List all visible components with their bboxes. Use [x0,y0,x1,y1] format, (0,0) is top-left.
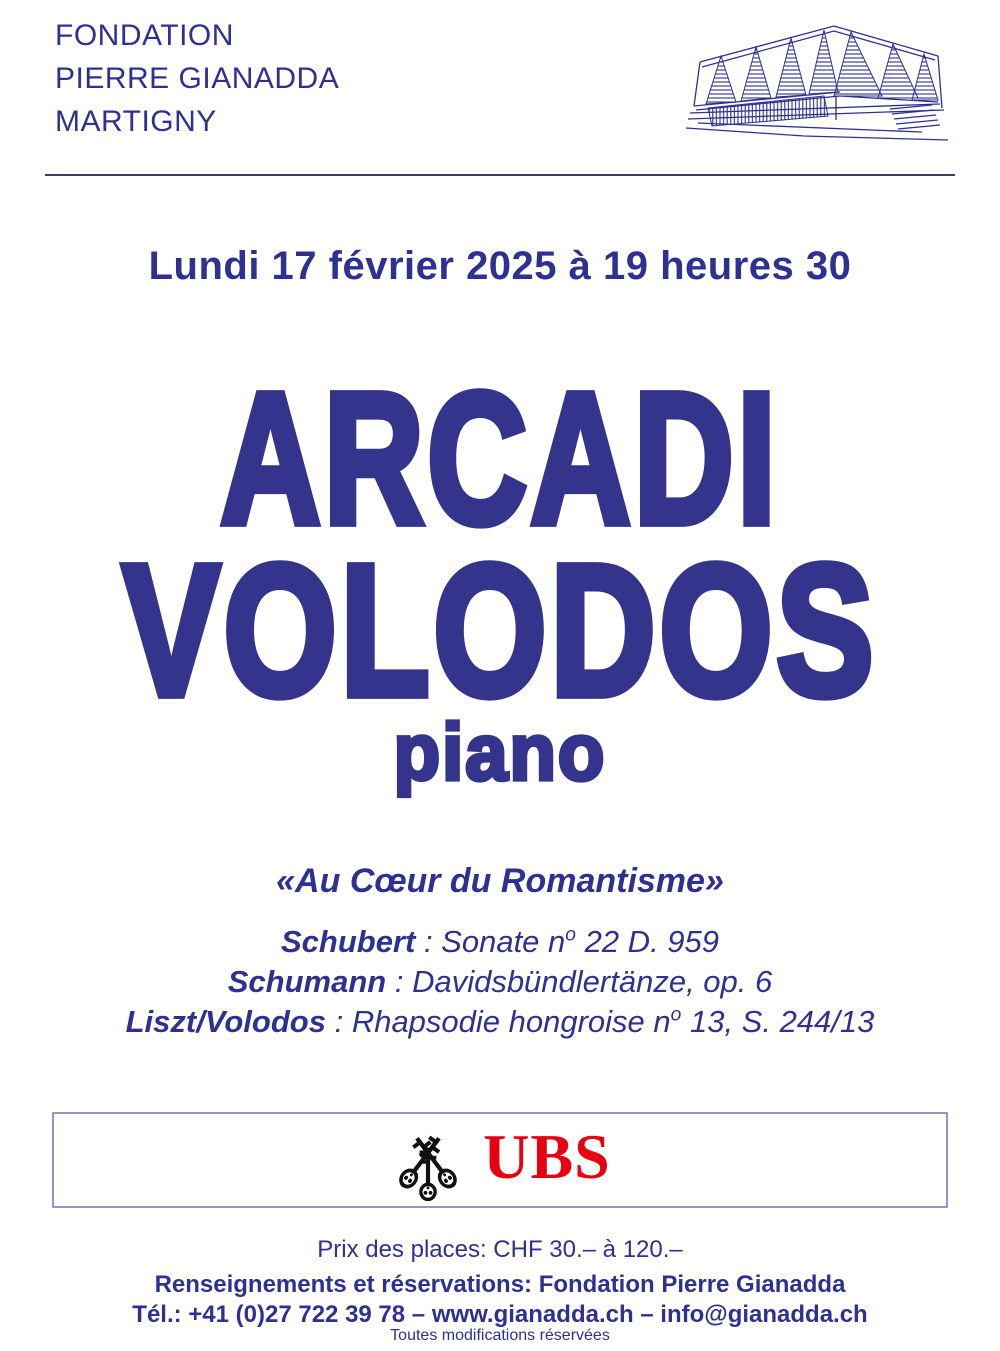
programme-line [0,1002,1000,1042]
composer-name: Schumann [227,964,387,999]
separator: : [415,924,442,959]
programme-line [0,922,1000,962]
gianadda-building-icon [686,12,952,154]
ubs-logo-text: UBS [483,1121,611,1192]
composer-name: Schubert [280,924,416,959]
org-line-3: MARTIGNY [55,105,217,138]
programme-list [0,922,1000,1042]
event-datetime: Lundi 17 février 2025 à 19 heures 30 [148,244,852,288]
contact-details: Tél.: +41 (0)27 722 39 78 – www.gianadda.ch – info@gianadda.ch [132,1301,868,1328]
organisation-name [55,14,339,143]
ordinal-superscript: o [565,924,576,946]
composer-name: Liszt/Volodos [125,1004,326,1039]
programme-theme: «Au Cœur du Romantisme» [276,862,724,900]
header-divider [45,174,955,176]
programme-line [0,962,1000,1002]
ordinal-superscript: o [670,1004,682,1026]
work-title-rest: 13, S. 244/13 [681,1004,875,1039]
modifications-note: Toutes modifications réservées [390,1327,610,1344]
sponsor-box [52,1112,948,1208]
ticket-prices: Prix des places: CHF 30.– à 120.– [317,1236,683,1263]
ubs-three-keys-icon [389,1118,467,1202]
org-line-1: FONDATION [55,19,234,52]
work-title: Sonate n [441,924,566,959]
separator: : [386,964,413,999]
work-title: Davidsbündlertänze, op. 6 [412,964,773,999]
work-title-rest: 22 D. 959 [575,924,720,959]
work-title: Rhapsodie hongroise n [351,1004,671,1039]
instrument-label: piano [393,707,607,798]
org-line-2: PIERRE GIANADDA [55,62,340,95]
artist-first-name: ARCADI [220,353,780,563]
reservation-info: Renseignements et réservations: Fondation Pierre Gianadda [154,1271,846,1298]
artist-last-name: VOLODOS [122,525,878,735]
separator: : [325,1004,352,1039]
